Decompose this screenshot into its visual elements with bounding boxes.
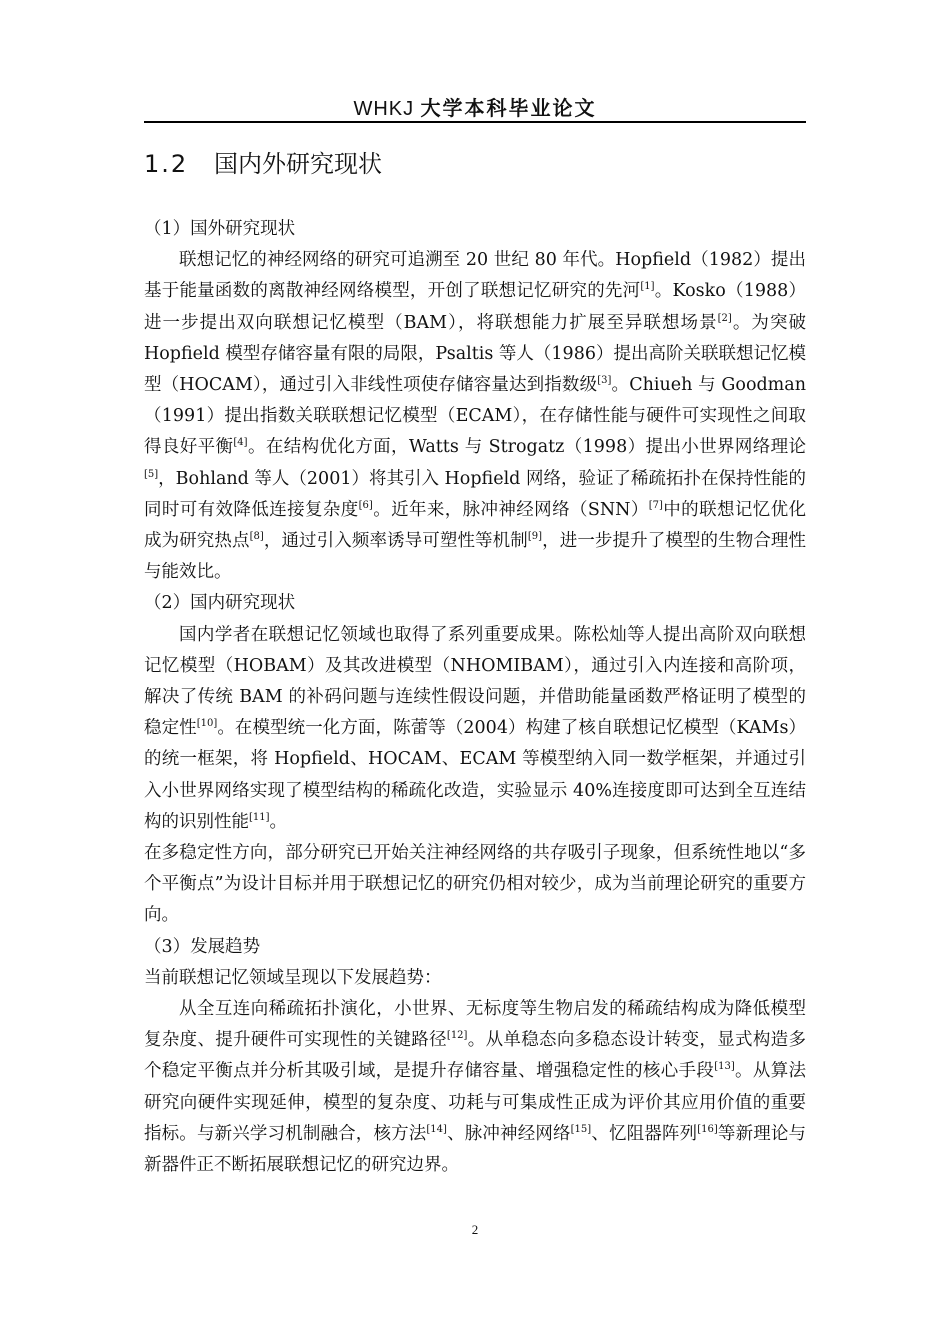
text: 等新理论与新器件正不断拓展联想记忆的研究边界。 (144, 1123, 807, 1176)
text: 。近年来，脉冲神经网络（SNN） (372, 499, 649, 520)
text: 、脉冲神经网络 (446, 1123, 571, 1144)
citation: [1] (640, 281, 655, 293)
paragraph-trends-intro: 当前联想记忆领域呈现以下发展趋势： (144, 967, 442, 988)
citation: [2] (717, 312, 732, 324)
citation: [9] (527, 531, 543, 543)
text: ，Bohland 等人（2001）将其引入 Hopfield 网络，验证了稀疏拓扑在保持性能的同时可有效降低连接复杂度 (144, 468, 806, 520)
citation: [5] (144, 468, 159, 480)
text: ，进一步提升了模型的生物合理性与能效比。 (144, 531, 807, 583)
text: 联想记忆的神经网络的研究可追溯至 20 世纪 80 年代。Hopfield（1982）提出基于能量函数的离散神经网络模型，开创了联想记忆研究的先河 (144, 250, 806, 302)
text: 。在结构优化方面，Watts 与 Strogatz（1998）提出小世界网络理论 (247, 437, 806, 458)
section-number: 1.2 (144, 150, 189, 178)
text: ，通过引入频率诱导可塑性等机制 (263, 531, 528, 552)
section-heading (144, 148, 382, 180)
section-title: 国内外研究现状 (214, 150, 382, 178)
text: 。Kosko（1988）进一步提出双向联想记忆模型（BAM），将联想能力扩展至异联想场景 (144, 281, 807, 333)
page-number: 2 (471, 1222, 479, 1237)
citation: [7] (648, 499, 663, 511)
header-title: 大学本科毕业论文 (420, 96, 597, 120)
paragraph-trends (144, 994, 806, 1181)
citation: [12] (446, 1030, 468, 1042)
text: 从全互连向稀疏拓扑演化，小世界、无标度等生物启发的稀疏结构成为降低模型复杂度、提升硬件可实现性的关键路径 (144, 999, 806, 1051)
text: 。在模型统一化方面，陈蕾等（2004）构建了核自联想记忆模型（KAMs）的统一框架，将 Hopfield、HOCAM、ECAM 等模型纳入同一数学框架，并通过引入小世界网络实现了模型结构的稀疏化改造，实验显示 40%连接度即可达到全互连结构的识别性能 (144, 718, 807, 832)
header-latin: WHKJ (353, 98, 415, 120)
text: 。 (269, 811, 288, 832)
subheading-foreign: （1）国外研究现状 (144, 219, 296, 239)
paragraph-domestic-research (144, 620, 806, 838)
citation: [13] (714, 1061, 735, 1073)
citation: [14] (426, 1123, 447, 1135)
paragraph-foreign-research (144, 245, 806, 588)
page-body (144, 214, 806, 1181)
citation: [6] (358, 499, 373, 511)
header-rule (144, 121, 806, 123)
text: 、忆阻器阵列 (591, 1123, 698, 1144)
citation: [16] (697, 1123, 718, 1135)
text: 国内学者在联想记忆领域也取得了系列重要成果。陈松灿等人提出高阶双向联想记忆模型（HOBAM）及其改进模型（NHOMIBAM），通过引入内连接和高阶项，解决了传统 BAM 的补码问题与连续性假设问题，并借助能量函数严格证明了模型的稳定性 (144, 624, 806, 739)
citation: [15] (570, 1123, 592, 1135)
text: 。为突破 Hopfield 模型存储容量有限的局限，Psaltis 等人（1986）提出高阶关联联想记忆模型（HOCAM），通过引入非线性项使存储容量达到指数级 (144, 312, 807, 396)
citation: [3] (597, 375, 612, 387)
citation: [8] (249, 531, 264, 543)
citation: [4] (233, 437, 248, 449)
running-header (144, 96, 806, 122)
text: 。从单稳态向多稳态设计转变，显式构造多个稳定平衡点并分析其吸引域，是提升存储容量、增强稳定性的核心手段 (144, 1030, 807, 1082)
text: 。从算法研究向硬件实现延伸，模型的复杂度、功耗与可集成性正成为评价其应用价值的重要指标。与新兴学习机制融合，核方法 (144, 1061, 807, 1144)
citation: [10] (196, 718, 218, 730)
paragraph-multistability: 在多稳定性方向，部分研究已开始关注神经网络的共存吸引子现象，但系统性地以“多个平衡点”为设计目标并用于联想记忆的研究仍相对较少，成为当前理论研究的重要方向。 (144, 843, 806, 926)
text: 中的联想记忆优化成为研究热点 (144, 499, 806, 552)
subheading-trends: （3）发展趋势 (144, 936, 261, 957)
citation: [11] (249, 811, 270, 823)
text: 。Chiueh 与 Goodman（1991）提出指数关联联想记忆模型（ECAM），在存储性能与硬件可实现性之间取得良好平衡 (144, 375, 806, 458)
subheading-domestic: （2）国内研究现状 (144, 593, 296, 614)
